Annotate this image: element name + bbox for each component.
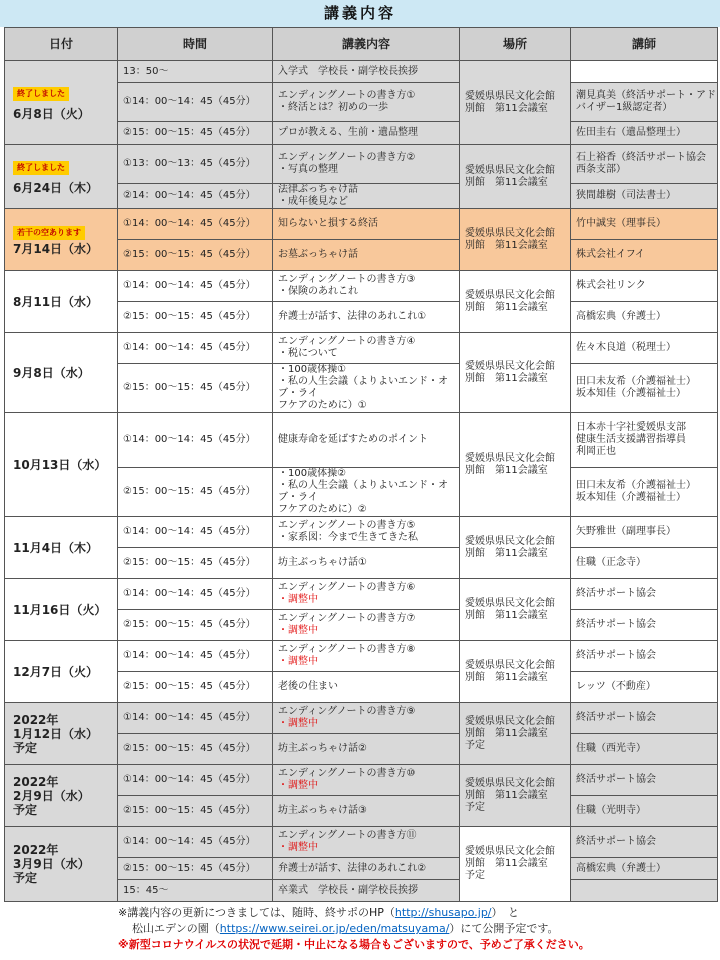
schedule-table	[4, 27, 718, 902]
time-cell: ①14：00～14：45（45分）	[118, 765, 273, 796]
note-text: ） と	[491, 906, 520, 919]
time-cell: 15：45～	[118, 880, 273, 902]
time-cell: ①14：00～14：45（45分）	[118, 703, 273, 734]
lecturer-line: 狭間雄樹（司法書士）	[576, 190, 676, 201]
session-date-line: 2月9日（水）	[13, 788, 90, 803]
lecturer-line: 日本赤十字社愛媛県支部	[576, 422, 686, 433]
time-cell: ②14：00～14：45（45分）	[118, 184, 273, 209]
content-line: ・成年後見など	[278, 196, 348, 207]
place-cell	[460, 517, 571, 579]
place-cell	[460, 703, 571, 765]
place-cell	[460, 765, 571, 827]
content-line: ・100歳体操①	[278, 364, 347, 375]
place-note: 予定	[465, 870, 485, 881]
lecturer-line: 利岡正也	[576, 446, 616, 457]
date-cell	[5, 413, 118, 517]
content-line: エンディングノートの書き方④	[278, 336, 416, 347]
header-row	[5, 28, 718, 61]
content-line: エンディングノートの書き方⑦	[278, 613, 416, 624]
lecturer-line: 佐田圭右（遺品整理士）	[576, 127, 686, 138]
time-cell: ②15：00～15：45（45分）	[118, 610, 273, 641]
place-cell	[460, 827, 571, 902]
lecturer-line: 終活サポート協会	[576, 588, 656, 599]
lecturer-cell	[571, 413, 718, 468]
lecturer-cell	[571, 302, 718, 333]
lecturer-cell	[571, 765, 718, 796]
adjusting-note: ・調整中	[278, 780, 318, 791]
time-cell: ①14：00～14：45（45分）	[118, 641, 273, 672]
content-line: 知らないと損する終活	[278, 218, 378, 229]
lecturer-cell	[571, 333, 718, 364]
note-text: ※講義内容の更新につきましては、随時、終サポのHP（	[118, 906, 395, 919]
time-cell: ①14：00～14：45（45分）	[118, 413, 273, 468]
note-text: ）にて公開予定です。	[449, 922, 559, 935]
place-line: 別館 第11会議室	[465, 789, 548, 801]
time-cell: ①13：00～13：45（45分）	[118, 145, 273, 184]
time-cell: ②15：00～15：45（45分）	[118, 672, 273, 703]
table-row	[5, 61, 718, 83]
content-line: エンディングノートの書き方②	[278, 152, 416, 163]
lecturer-line: 株式会社リンク	[576, 280, 646, 291]
lecturer-line: 佐々木良道（税理士）	[576, 342, 676, 353]
time-cell: ②15：00～15：45（45分）	[118, 240, 273, 271]
content-line: フケアのために）①	[278, 400, 367, 411]
content-cell	[273, 579, 460, 610]
note-text: 松山エデンの園（	[132, 922, 220, 935]
session-date: 11月4日（木）	[13, 540, 99, 555]
lecturer-line: 西条支部）	[576, 164, 626, 175]
place-cell	[460, 61, 571, 145]
table-row	[5, 333, 718, 364]
place-line: 別館 第11会議室	[465, 176, 548, 188]
content-line: フケアのために）②	[278, 504, 367, 515]
note-warning: ※新型コロナウイルスの状況で延期・中止になる場合もございますので、予めご了承ください。	[118, 938, 590, 951]
place-cell	[460, 145, 571, 209]
time-cell: ①14：00～14：45（45分）	[118, 209, 273, 240]
place-line: 愛媛県県民文化会館	[465, 597, 555, 609]
content-cell	[273, 880, 460, 902]
content-line: ・家系図：今まで生きてきた私	[278, 532, 418, 543]
place-line: 愛媛県県民文化会館	[465, 452, 555, 464]
adjusting-note: ・調整中	[278, 718, 318, 729]
content-line: エンディングノートの書き方⑩	[278, 768, 416, 779]
date-cell	[5, 61, 118, 145]
session-date: 8月11日（水）	[13, 294, 99, 309]
time-cell: ②15：00～15：45（45分）	[118, 858, 273, 880]
content-cell	[273, 858, 460, 880]
lecturer-cell	[571, 641, 718, 672]
place-line: 愛媛県県民文化会館	[465, 715, 555, 727]
table-row	[5, 209, 718, 240]
time-cell: ②15：00～15：45（45分）	[118, 302, 273, 333]
content-line: 老後の住まい	[278, 681, 338, 692]
place-line: 別館 第11会議室	[465, 301, 548, 313]
date-cell	[5, 145, 118, 209]
lecturer-line: 坂本知佳（介護福祉士）	[576, 492, 686, 503]
lecturer-line: 坂本知佳（介護福祉士）	[576, 388, 686, 399]
place-line: 別館 第11会議室	[465, 671, 548, 683]
lecturer-cell	[571, 83, 718, 122]
place-line: 愛媛県県民文化会館	[465, 659, 555, 671]
lecturer-line: 田口未友希（介護福祉士）	[576, 376, 696, 387]
lecturer-cell	[571, 579, 718, 610]
session-date: 9月8日（水）	[13, 365, 90, 380]
date-cell	[5, 333, 118, 413]
status-badge: 若干の空あります	[13, 226, 85, 240]
content-cell	[273, 517, 460, 548]
content-cell	[273, 641, 460, 672]
page-title: 講義内容	[0, 0, 720, 27]
session-date-line: 2022年	[13, 774, 59, 789]
content-cell	[273, 765, 460, 796]
content-cell	[273, 548, 460, 579]
lecturer-line: 田口未友希（介護福祉士）	[576, 480, 696, 491]
time-cell: ①14：00～14：45（45分）	[118, 517, 273, 548]
header-lecturer: 講師	[571, 28, 718, 61]
table-row	[5, 827, 718, 858]
content-line: ・100歳体操②	[278, 468, 347, 479]
note-line-2	[132, 921, 720, 937]
place-line: 別館 第11会議室	[465, 609, 548, 621]
time-cell: ①14：00～14：45（45分）	[118, 83, 273, 122]
content-line: 坊主ぶっちゃけ話②	[278, 743, 367, 754]
time-cell: 13：50～	[118, 61, 273, 83]
content-line: ・私の人生会議（よりよいエンド・オブ・ライ	[278, 480, 448, 503]
content-line: ・終活とは？初めの一歩	[278, 102, 388, 113]
lecturer-line: 終活サポート協会	[576, 774, 656, 785]
adjusting-note: ・調整中	[278, 625, 318, 636]
lecturer-line: 健康生活支援講習指導員	[576, 434, 686, 445]
session-date-line: 2022年	[13, 843, 59, 857]
content-line: ・保険のあれこれ	[278, 286, 358, 297]
lecturer-cell	[571, 734, 718, 765]
content-line: エンディングノートの書き方⑨	[278, 706, 416, 717]
session-date-line: 予定	[13, 802, 38, 817]
lecturer-line: 住職（正念寺）	[576, 557, 646, 568]
place-line: 愛媛県県民文化会館	[465, 164, 555, 176]
time-cell: ②15：00～15：45（45分）	[118, 468, 273, 517]
content-cell	[273, 184, 460, 209]
time-cell: ②15：00～15：45（45分）	[118, 122, 273, 145]
table-row	[5, 145, 718, 184]
lecturer-cell	[571, 703, 718, 734]
lecturer-line: 高橋宏典（弁護士）	[576, 862, 666, 874]
lecturer-cell	[571, 827, 718, 858]
date-cell	[5, 209, 118, 271]
content-line: エンディングノートの書き方⑪	[278, 830, 417, 841]
content-cell	[273, 734, 460, 765]
time-cell: ①14：00～14：45（45分）	[118, 333, 273, 364]
session-date: 10月13日（水）	[13, 457, 107, 472]
lecturer-cell	[571, 122, 718, 145]
time-cell: ①14：00～14：45（45分）	[118, 579, 273, 610]
session-date-line: 予定	[13, 871, 38, 885]
header-place: 場所	[460, 28, 571, 61]
place-cell	[460, 579, 571, 641]
place-line: 別館 第11会議室	[465, 547, 548, 559]
content-line: エンディングノートの書き方⑤	[278, 520, 416, 531]
lecturer-line: バイザー1級認定者）	[576, 102, 673, 113]
session-date: 7月14日（水）	[13, 241, 99, 256]
content-line: 坊主ぶっちゃけ話①	[278, 557, 367, 568]
content-cell	[273, 364, 460, 413]
table-row	[5, 271, 718, 302]
content-line: 弁護士が話す、法律のあれこれ①	[278, 311, 427, 322]
lecturer-cell	[571, 271, 718, 302]
content-cell	[273, 672, 460, 703]
content-cell	[273, 333, 460, 364]
lecturer-cell	[571, 145, 718, 184]
content-line: エンディングノートの書き方⑥	[278, 582, 416, 593]
time-cell: ②15：00～15：45（45分）	[118, 796, 273, 827]
content-line: プロが教える、生前・遺品整理	[278, 127, 418, 138]
place-line: 愛媛県県民文化会館	[465, 535, 555, 547]
content-cell	[273, 827, 460, 858]
session-date-line: 3月9日（水）	[13, 857, 90, 871]
content-line: ・私の人生会議（よりよいエンド・オブ・ライ	[278, 376, 448, 399]
time-cell: ②15：00～15：45（45分）	[118, 364, 273, 413]
content-cell	[273, 61, 460, 83]
lecturer-cell	[571, 517, 718, 548]
date-cell	[5, 827, 118, 902]
place-cell	[460, 413, 571, 517]
session-date: 11月16日（火）	[13, 602, 107, 617]
session-date: 12月7日（火）	[13, 664, 99, 679]
table-row	[5, 517, 718, 548]
content-line: エンディングノートの書き方⑧	[278, 644, 416, 655]
content-cell	[273, 145, 460, 184]
content-cell	[273, 271, 460, 302]
date-cell	[5, 703, 118, 765]
lecturer-line: 石上裕香（終活サポート協会	[576, 152, 706, 163]
header-content: 講義内容	[273, 28, 460, 61]
lecturer-cell	[571, 364, 718, 413]
lecturer-cell	[571, 548, 718, 579]
content-cell	[273, 796, 460, 827]
date-cell	[5, 517, 118, 579]
date-cell	[5, 271, 118, 333]
lecturer-cell	[571, 209, 718, 240]
lecturer-line: 高橋宏典（弁護士）	[576, 311, 666, 322]
lecturer-cell	[571, 796, 718, 827]
session-date-line: 1月12日（水）	[13, 726, 99, 741]
adjusting-note: ・調整中	[278, 842, 318, 853]
content-line: エンディングノートの書き方③	[278, 274, 416, 285]
adjusting-note: ・調整中	[278, 656, 318, 667]
header-date: 日付	[5, 28, 118, 61]
lecturer-line: 株式会社イフイ	[576, 249, 645, 260]
lecturer-cell	[571, 240, 718, 271]
content-cell	[273, 83, 460, 122]
place-line: 別館 第11会議室	[465, 239, 548, 251]
place-note: 予定	[465, 801, 485, 813]
session-date-line: 2022年	[13, 712, 59, 727]
schedule-body	[5, 61, 718, 902]
content-line: 入学式 学校長・副学校長挨拶	[278, 65, 418, 77]
lecturer-line: 住職（西光寺）	[576, 743, 646, 754]
lecturer-line: 終活サポート協会	[576, 650, 656, 661]
place-cell	[460, 333, 571, 413]
status-badge: 終了しました	[13, 161, 69, 175]
lecturer-cell	[571, 880, 718, 902]
content-line: 坊主ぶっちゃけ話③	[278, 805, 367, 816]
eden-link[interactable]: https://www.seirei.or.jp/eden/matsuyama/	[219, 922, 450, 935]
content-line: ・税について	[278, 348, 338, 359]
content-cell	[273, 240, 460, 271]
lecturer-line: 終活サポート協会	[576, 836, 656, 847]
content-cell	[273, 468, 460, 517]
lecturer-cell	[571, 858, 718, 880]
place-line: 別館 第11会議室	[465, 464, 548, 476]
date-cell	[5, 579, 118, 641]
lecturer-cell	[571, 672, 718, 703]
lecturer-line: 終活サポート協会	[576, 619, 656, 630]
place-line: 別館 第11会議室	[465, 858, 548, 869]
note-line-1	[118, 905, 720, 921]
content-line: ・写真の整理	[278, 164, 338, 175]
lecturer-line: 終活サポート協会	[576, 712, 656, 723]
place-line: 愛媛県県民文化会館	[465, 90, 555, 102]
content-line: 健康寿命を延ばすためのポイント	[278, 434, 428, 445]
place-line: 愛媛県県民文化会館	[465, 360, 555, 372]
lecturer-cell	[571, 610, 718, 641]
lecturer-cell	[571, 184, 718, 209]
lecturer-line: 住職（光明寺）	[576, 805, 646, 816]
header-time: 時間	[118, 28, 273, 61]
lecturer-line: 潮見真美（終活サポート・アド	[576, 90, 716, 101]
place-line: 別館 第11会議室	[465, 727, 548, 739]
table-row	[5, 765, 718, 796]
content-cell	[273, 122, 460, 145]
shusapo-link[interactable]: http://shusapo.jp/	[394, 906, 492, 919]
place-line: 愛媛県県民文化会館	[465, 777, 555, 789]
content-cell	[273, 302, 460, 333]
lecturer-line: 竹中誠実（理事長）	[576, 218, 666, 229]
lecturer-line: レッツ（不動産）	[576, 681, 656, 692]
place-note: 予定	[465, 739, 485, 751]
place-line: 愛媛県県民文化会館	[465, 846, 555, 857]
content-cell	[273, 209, 460, 240]
content-line: 卒業式 学校長・副学校長挨拶	[278, 884, 418, 896]
content-cell	[273, 413, 460, 468]
time-cell: ①14：00～14：45（45分）	[118, 827, 273, 858]
table-row	[5, 579, 718, 610]
table-row	[5, 641, 718, 672]
place-cell	[460, 641, 571, 703]
content-line: 弁護士が話す、法律のあれこれ②	[278, 862, 427, 874]
time-cell: ②15：00～15：45（45分）	[118, 548, 273, 579]
lecturer-line: 矢野雅世（副理事長）	[576, 526, 676, 537]
place-cell	[460, 209, 571, 271]
date-cell	[5, 765, 118, 827]
session-date-line: 予定	[13, 740, 38, 755]
content-cell	[273, 610, 460, 641]
lecturer-cell	[571, 61, 718, 83]
place-cell	[460, 271, 571, 333]
place-line: 愛媛県県民文化会館	[465, 289, 555, 301]
time-cell: ②15：00～15：45（45分）	[118, 734, 273, 765]
place-line: 愛媛県県民文化会館	[465, 227, 555, 239]
table-row	[5, 703, 718, 734]
session-date: 6月8日（火）	[13, 106, 90, 121]
content-line: お墓ぶっちゃけ話	[278, 249, 358, 260]
adjusting-note: ・調整中	[278, 594, 318, 605]
content-line: 法律ぶっちゃけ話	[278, 184, 358, 195]
session-date: 6月24日（木）	[13, 180, 99, 195]
place-line: 別館 第11会議室	[465, 372, 548, 384]
lecturer-cell	[571, 468, 718, 517]
content-line: エンディングノートの書き方①	[278, 90, 416, 101]
content-cell	[273, 703, 460, 734]
status-badge: 終了しました	[13, 87, 69, 101]
date-cell	[5, 641, 118, 703]
table-row	[5, 413, 718, 468]
footer-note	[0, 905, 720, 953]
place-line: 別館 第11会議室	[465, 102, 548, 114]
time-cell: ①14：00～14：45（45分）	[118, 271, 273, 302]
